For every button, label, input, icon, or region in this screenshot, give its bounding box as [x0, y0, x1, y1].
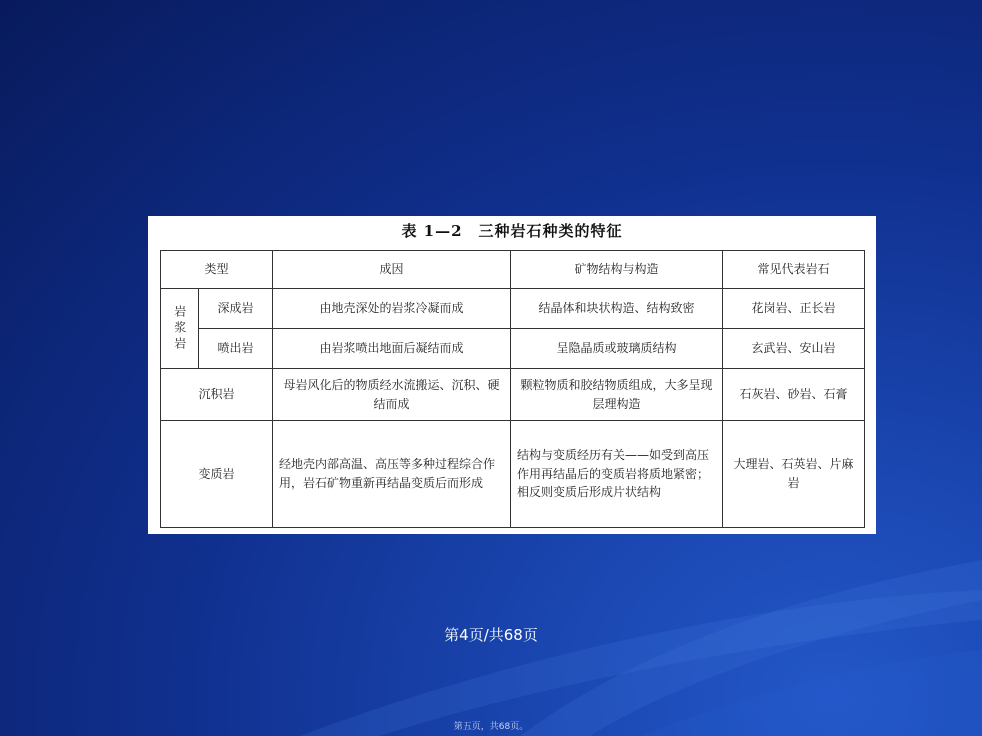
- row-type: 喷出岩: [199, 329, 273, 369]
- rock-table-image: [148, 216, 876, 534]
- rock-types-table: [160, 250, 865, 528]
- header-type: 类型: [161, 251, 273, 289]
- row-examples: 石灰岩、砂岩、石膏: [723, 369, 865, 421]
- row-type: 变质岩: [161, 421, 273, 528]
- row-cause: 经地壳内部高温、高压等多种过程综合作用，岩石矿物重新再结晶变质后而形成: [273, 421, 511, 528]
- row-type: 沉积岩: [161, 369, 273, 421]
- row-structure: 颗粒物质和胶结物质组成，大多呈现层理构造: [511, 369, 723, 421]
- table-row: [161, 329, 865, 369]
- row-examples: 花岗岩、正长岩: [723, 289, 865, 329]
- header-cause: 成因: [273, 251, 511, 289]
- header-examples: 常见代表岩石: [723, 251, 865, 289]
- row-examples: 玄武岩、安山岩: [723, 329, 865, 369]
- table-header-row: [161, 251, 865, 289]
- table-row: [161, 289, 865, 329]
- row-examples: 大理岩、石英岩、片麻岩: [723, 421, 865, 528]
- row-type: 深成岩: [199, 289, 273, 329]
- header-structure: 矿物结构与构造: [511, 251, 723, 289]
- row-cause: 由岩浆喷出地面后凝结而成: [273, 329, 511, 369]
- page-indicator: 第4页/共68页: [444, 626, 538, 644]
- magma-group-label: 岩浆岩: [161, 289, 199, 369]
- table-title: 表 1—2 三种岩石种类的特征: [401, 222, 623, 240]
- footer-page-note: 第五页，共68页。: [453, 722, 529, 732]
- row-structure: 结晶体和块状构造、结构致密: [511, 289, 723, 329]
- row-structure: 呈隐晶质或玻璃质结构: [511, 329, 723, 369]
- table-row: [161, 421, 865, 528]
- row-cause: 由地壳深处的岩浆冷凝而成: [273, 289, 511, 329]
- row-cause: 母岩风化后的物质经水流搬运、沉积、硬结而成: [273, 369, 511, 421]
- row-structure: 结构与变质经历有关——如受到高压作用再结晶后的变质岩将质地紧密；相反则变质后形成片状结构: [511, 421, 723, 528]
- table-row: [161, 369, 865, 421]
